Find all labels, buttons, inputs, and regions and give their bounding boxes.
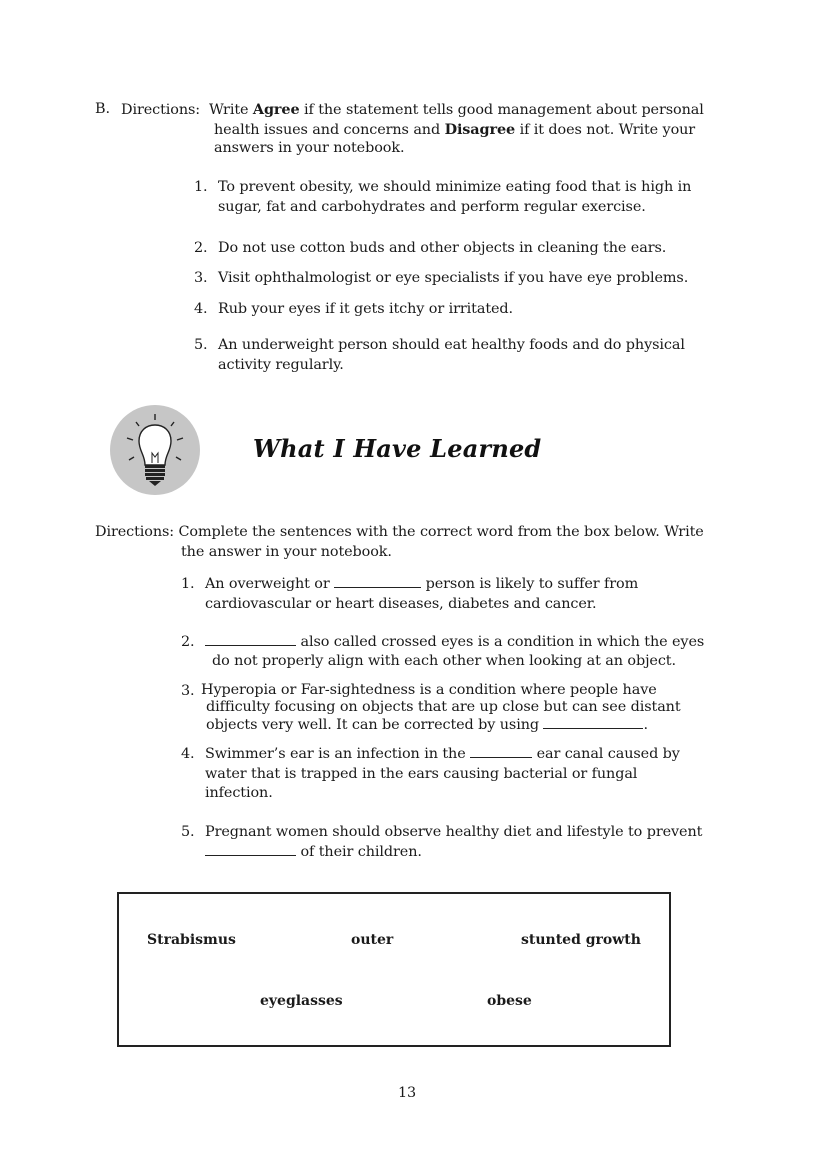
list-item-text (205, 745, 680, 765)
list-item-number: 5. (181, 824, 195, 840)
text: if the statement tells good management about personal (299, 102, 704, 118)
list-item-number: 3. (194, 270, 208, 286)
list-item-number: 3. (181, 683, 195, 699)
list-item-text: do not properly align with each other when looking at an object. (212, 653, 676, 669)
text: . (643, 717, 648, 733)
answer-blank (205, 843, 296, 856)
word-box-item: outer (351, 932, 394, 948)
list-item-text: water that is trapped in the ears causing bacterial or fungal (205, 766, 638, 782)
list-item-text: cardiovascular or heart diseases, diabetes and cancer. (205, 596, 597, 612)
text: ear canal caused by (532, 746, 680, 762)
list-item-text: infection. (205, 785, 273, 801)
learned-directions-line-2: the answer in your notebook. (181, 544, 392, 560)
list-item-text (205, 575, 638, 595)
disagree-keyword: Disagree (444, 121, 516, 138)
list-item-number: 2. (181, 634, 195, 650)
list-item-text: Pregnant women should observe healthy diet and lifestyle to prevent (205, 824, 703, 840)
text: health issues and concerns and (214, 122, 445, 138)
list-item-text: An underweight person should eat healthy foods and do physical (218, 337, 685, 353)
answer-blank (334, 575, 421, 588)
word-box-item: stunted growth (521, 932, 641, 948)
text: person is likely to suffer from (421, 576, 639, 592)
list-item-number: 4. (194, 301, 208, 317)
section-b-label (95, 100, 110, 120)
section-b-directions-line-2 (214, 120, 695, 141)
word-box-item: obese (487, 993, 532, 1009)
answer-blank (470, 745, 532, 758)
learned-directions-line-1: Directions: Complete the sentences with the correct word from the box below. Write (95, 524, 704, 540)
answer-blank (543, 716, 643, 729)
text: if it does not. Write your (515, 122, 696, 138)
text: An overweight or (205, 576, 335, 592)
word-box-item: eyeglasses (260, 993, 343, 1009)
text: also called crossed eyes is a condition in which the eyes (296, 634, 705, 650)
list-item-text: activity regularly. (218, 357, 344, 373)
list-item-text: To prevent obesity, we should minimize eating food that is high in (218, 179, 692, 195)
list-item-number: 1. (181, 576, 195, 592)
answer-blank (205, 633, 296, 646)
text: Swimmer’s ear is an infection in the (205, 746, 471, 762)
directions-label: Directions: (121, 102, 201, 118)
list-item-number: 5. (194, 337, 208, 353)
list-item-text (205, 633, 704, 653)
section-b-directions-line-1 (121, 100, 704, 121)
section-letter: B. (95, 101, 110, 117)
list-item-text: Rub your eyes if it gets itchy or irritated. (218, 301, 514, 317)
list-item-text: difficulty focusing on objects that are up close but can see distant (206, 699, 681, 715)
list-item-text: Hyperopia or Far-sightedness is a condition where people have (201, 682, 657, 698)
text: of their children. (296, 844, 422, 860)
word-box (117, 892, 671, 1047)
section-heading: What I Have Learned (253, 434, 542, 463)
text: objects very well. It can be corrected by using (206, 717, 544, 733)
text: Write (209, 102, 253, 118)
agree-keyword: Agree (252, 101, 300, 118)
list-item-text (206, 716, 648, 734)
list-item-number: 4. (181, 746, 195, 762)
list-item-text (205, 843, 422, 863)
list-item-text: Visit ophthalmologist or eye specialists if you have eye problems. (218, 270, 689, 286)
list-item-text: Do not use cotton buds and other objects in cleaning the ears. (218, 240, 667, 256)
section-b-directions-line-3: answers in your notebook. (214, 140, 405, 156)
page-number: 13 (398, 1085, 417, 1101)
lightbulb-icon (110, 405, 200, 495)
list-item-number: 1. (194, 179, 208, 195)
list-item-number: 2. (194, 240, 208, 256)
list-item-text: sugar, fat and carbohydrates and perform regular exercise. (218, 199, 646, 215)
word-box-item: Strabismus (147, 932, 236, 948)
